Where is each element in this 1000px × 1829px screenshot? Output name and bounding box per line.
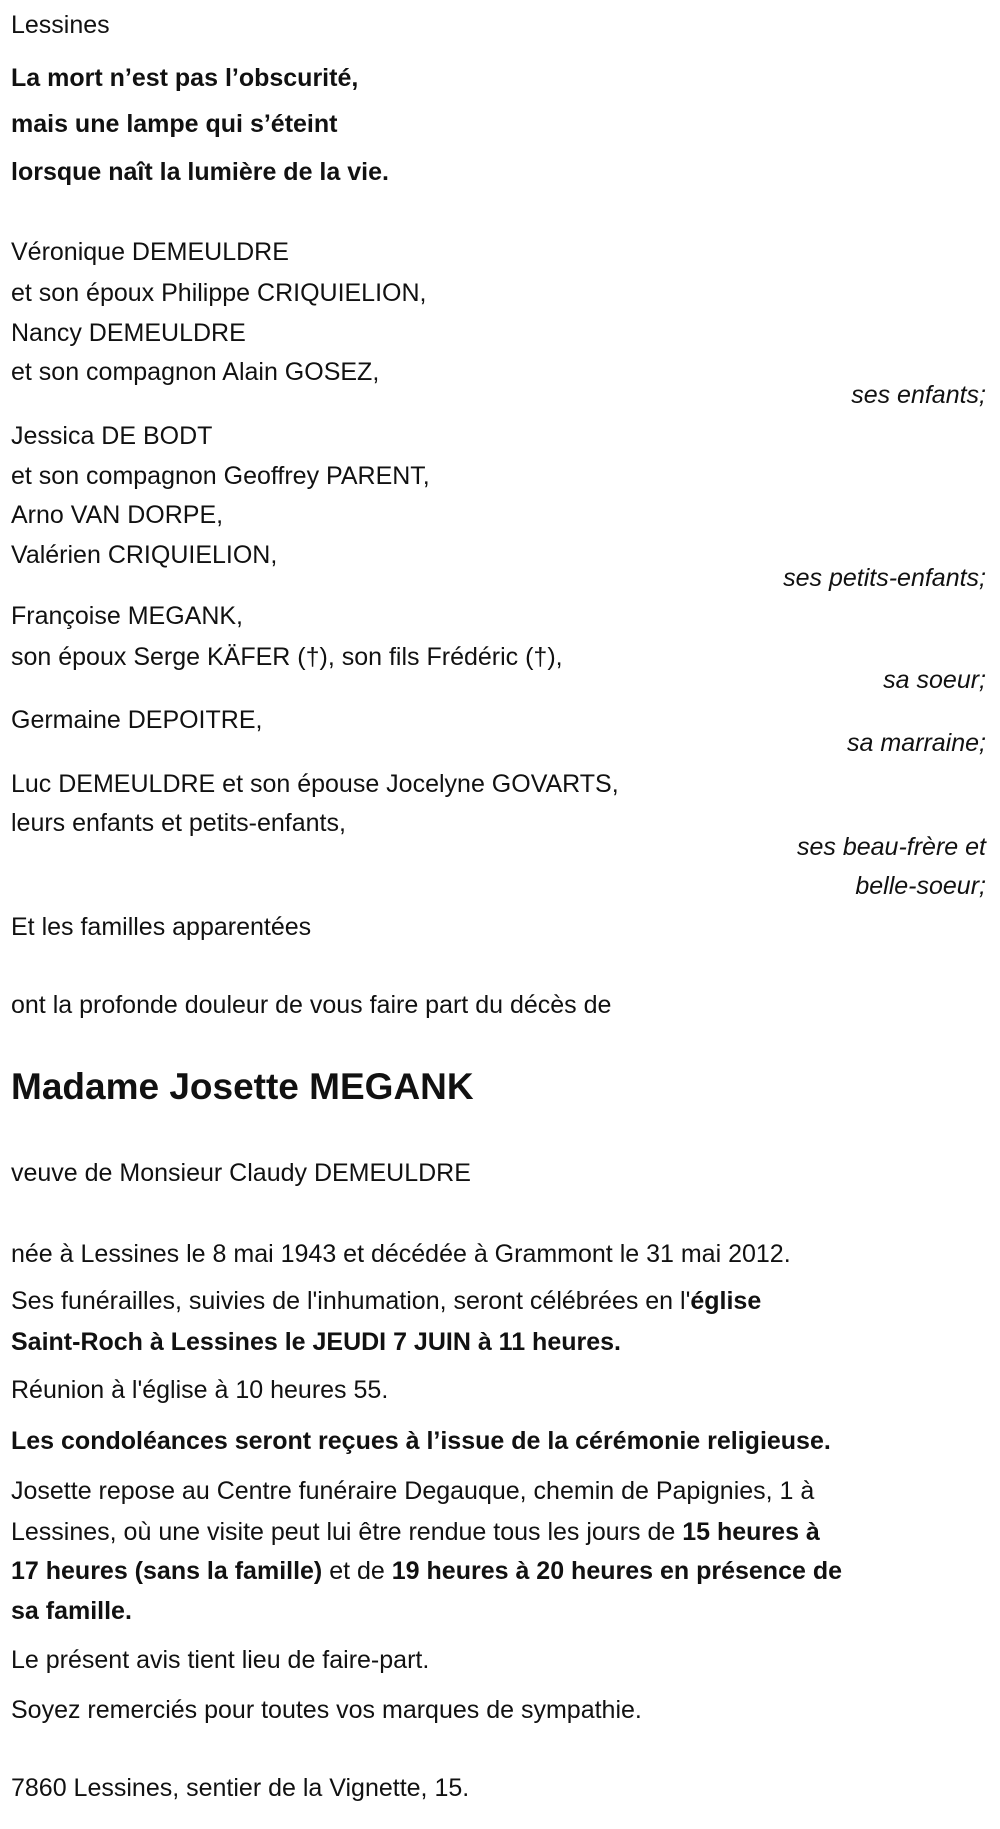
- family-line: et son compagnon Alain GOSEZ,: [11, 358, 380, 386]
- visit-text: et de: [322, 1557, 392, 1585]
- place: Lessines: [11, 11, 110, 39]
- visit-hours: 17 heures (sans la famille): [11, 1557, 323, 1585]
- relation-label: belle-soeur;: [855, 872, 986, 900]
- quote-line: La mort n’est pas l’obscurité,: [11, 64, 359, 92]
- quote-line: mais une lampe qui s’éteint: [11, 110, 338, 138]
- funeral-line: [11, 1281, 761, 1321]
- family-line: son époux Serge KÄFER (†), son fils Frédéric (†),: [11, 643, 563, 671]
- family-line: Germaine DEPOITRE,: [11, 706, 263, 734]
- visit-line: sa famille.: [11, 1597, 132, 1625]
- visit-line: [11, 1512, 820, 1552]
- visit-line: [11, 1551, 842, 1591]
- funeral-details: Saint-Roch à Lessines le JEUDI 7 JUIN à 11 heures.: [11, 1328, 621, 1356]
- family-line: Nancy DEMEULDRE: [11, 319, 246, 347]
- family-line: Véronique DEMEULDRE: [11, 238, 289, 266]
- relation-label: ses enfants;: [851, 381, 986, 409]
- relation-label: sa soeur;: [883, 666, 986, 694]
- relation-label: ses petits-enfants;: [783, 564, 986, 592]
- widow-of: veuve de Monsieur Claudy DEMEULDRE: [11, 1159, 471, 1187]
- visit-text: Lessines, où une visite peut lui être rendue tous les jours de: [11, 1518, 683, 1546]
- family-line: Françoise MEGANK,: [11, 602, 244, 630]
- visit-line: Josette repose au Centre funéraire Degauque, chemin de Papignies, 1 à: [11, 1477, 815, 1505]
- thanks: Soyez remerciés pour toutes vos marques de sympathie.: [11, 1696, 642, 1724]
- funeral-church: église: [690, 1287, 762, 1315]
- family-line: Valérien CRIQUIELION,: [11, 541, 278, 569]
- family-line: Luc DEMEULDRE et son épouse Jocelyne GOVARTS,: [11, 770, 619, 798]
- family-line: et son compagnon Geoffrey PARENT,: [11, 462, 430, 490]
- deceased-name: Madame Josette MEGANK: [11, 1066, 474, 1107]
- family-line: Jessica DE BODT: [11, 422, 213, 450]
- visit-hours: 15 heures à: [682, 1518, 820, 1546]
- address: 7860 Lessines, sentier de la Vignette, 15.: [11, 1774, 470, 1802]
- visit-hours: 19 heures à 20 heures en présence de: [391, 1557, 843, 1585]
- quote-line: lorsque naît la lumière de la vie.: [11, 158, 389, 186]
- announcement: ont la profonde douleur de vous faire part du décès de: [11, 991, 612, 1019]
- notice: Le présent avis tient lieu de faire-part.: [11, 1646, 430, 1674]
- family-line: Arno VAN DORPE,: [11, 501, 224, 529]
- family-line: leurs enfants et petits-enfants,: [11, 809, 346, 837]
- relation-label: sa marraine;: [847, 729, 986, 757]
- family-line: et son époux Philippe CRIQUIELION,: [11, 279, 427, 307]
- relation-label: ses beau-frère et: [797, 833, 986, 861]
- meeting: Réunion à l'église à 10 heures 55.: [11, 1376, 389, 1404]
- condolences: Les condoléances seront reçues à l’issue de la cérémonie religieuse.: [11, 1427, 831, 1455]
- birth-death: née à Lessines le 8 mai 1943 et décédée à Grammont le 31 mai 2012.: [11, 1240, 791, 1268]
- funeral-text: Ses funérailles, suivies de l'inhumation, seront célébrées en l': [11, 1287, 691, 1315]
- families-related: Et les familles apparentées: [11, 913, 312, 941]
